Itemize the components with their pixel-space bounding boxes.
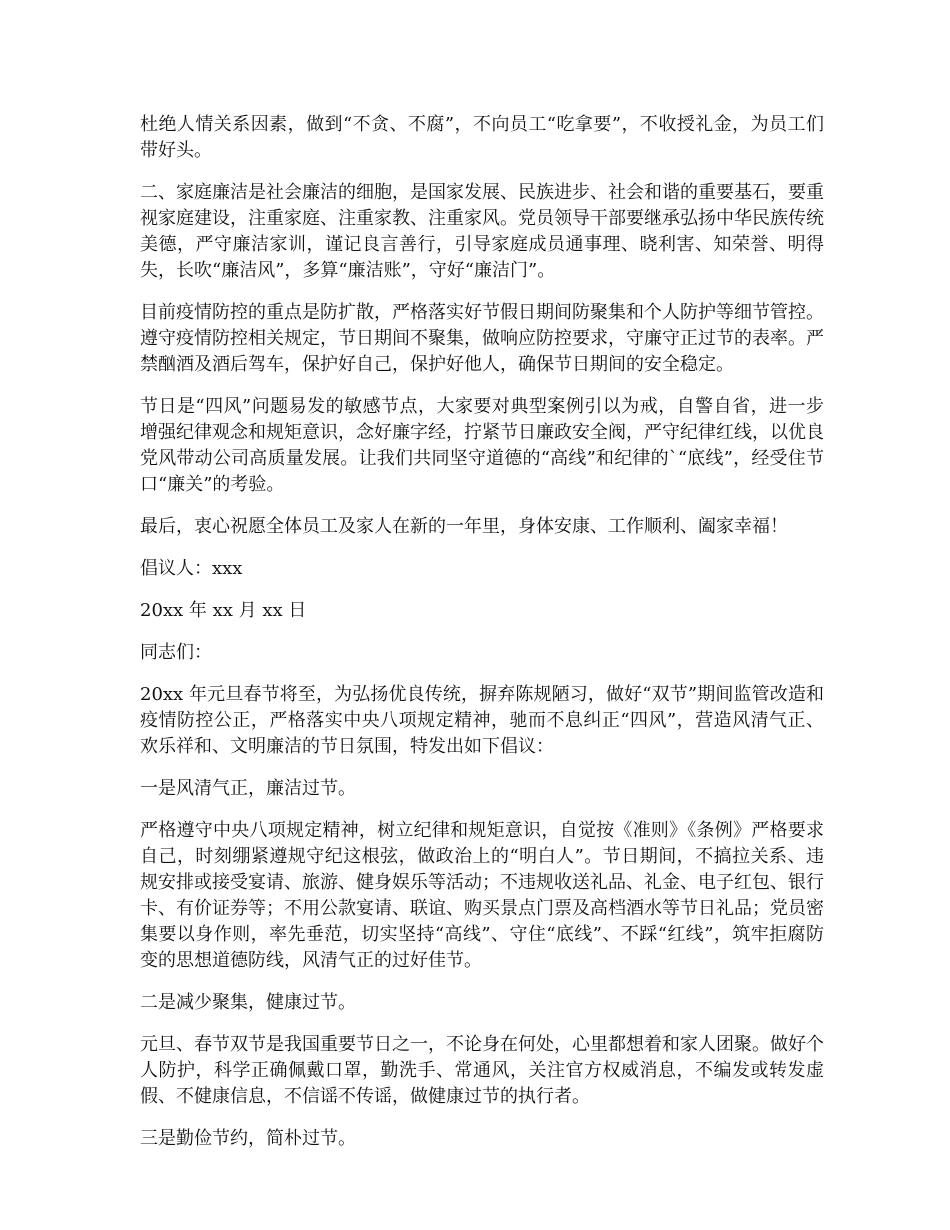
- paragraph: 节日是“四风”问题易发的敏感节点，大家要对典型案例引以为戒，自警自省，进一步增强纪律观念和规矩意识，念好廉字经，拧紧节日廉政安全阀，严守纪律红线，以优良党风带动公司高质量发展。让我们共同坚守道德的“高线”和纪律的`“底线”，经受住节口“廉关”的考验。: [140, 396, 824, 495]
- paragraph: 目前疫情防控的重点是防扩散，严格落实好节假日期间防聚集和个人防护等细节管控。遵守疫情防控相关规定，节日期间不聚集，做响应防控要求，守廉守正过节的表率。严禁酗酒及酒后驾车，保护好自己，保护好他人，确保节日期间的安全稳定。: [140, 302, 824, 375]
- section-heading: 一是风清气正，廉洁过节。: [140, 778, 356, 799]
- paragraph: 元旦、春节双节是我国重要节日之一，不论身在何处，心里都想着和家人团聚。做好个人防护，科学正确佩戴口罩，勤洗手、常通风，关注官方权威消息，不编发或转发虚假、不健康信息，不信谣不传谣，做健康过节的执行者。: [140, 1034, 824, 1107]
- paragraph: 杜绝人情关系因素，做到“不贪、不腐”，不向员工“吃拿要”，不收授礼金，为员工们带好头。: [140, 114, 824, 161]
- paragraph: 二、家庭廉洁是社会廉洁的细胞，是国家发展、民族进步、社会和谐的重要基石，要重视家庭建设，注重家庭、注重家教、注重家风。党员领导干部要继承弘扬中华民族传统美德，严守廉洁家训，谨记良言善行，引导家庭成员通事理、晓利害、知荣誉、明得失，长吹“廉洁风”，多算“廉洁账”，守好“廉洁门”。: [140, 182, 824, 281]
- section-heading: 三是勤俭节约，简朴过节。: [140, 1128, 356, 1149]
- paragraph: 20xx 年元旦春节将至，为弘扬优良传统，摒弃陈规陋习，做好“双节”期间监管改造和疫情防控公正，严格落实中央八项规定精神，驰而不息纠正“四风”，营造风清气正、欢乐祥和、文明廉洁的节日氛围，特发出如下倡议：: [140, 684, 824, 757]
- document-body: [140, 112, 824, 1168]
- signature-line: 倡议人：xxx: [140, 558, 243, 579]
- section-heading: 二是减少聚集，健康过节。: [140, 992, 356, 1013]
- paragraph: 最后，衷心祝愿全体员工及家人在新的一年里，身体安康、工作顺利、阖家幸福！: [140, 516, 788, 537]
- salutation: 同志们：: [140, 642, 212, 663]
- paragraph: 严格遵守中央八项规定精神，树立纪律和规矩意识，自觉按《准则》《条例》严格要求自己，时刻绷紧遵规守纪这根弦，做政治上的“明白人”。节日期间，不搞拉关系、违规安排或接受宴请、旅游、健身娱乐等活动；不违规收送礼品、礼金、电子红包、银行卡、有价证券等；不用公款宴请、联谊、购买景点门票及高档酒水等节日礼品；党员密集要以身作则，率先垂范，切实坚持“高线”、守住“底线”、不踩“红线”，筑牢拒腐防变的思想道德防线，风清气正的过好佳节。: [140, 820, 824, 971]
- date-line: 20xx 年 xx 月 xx 日: [140, 600, 307, 621]
